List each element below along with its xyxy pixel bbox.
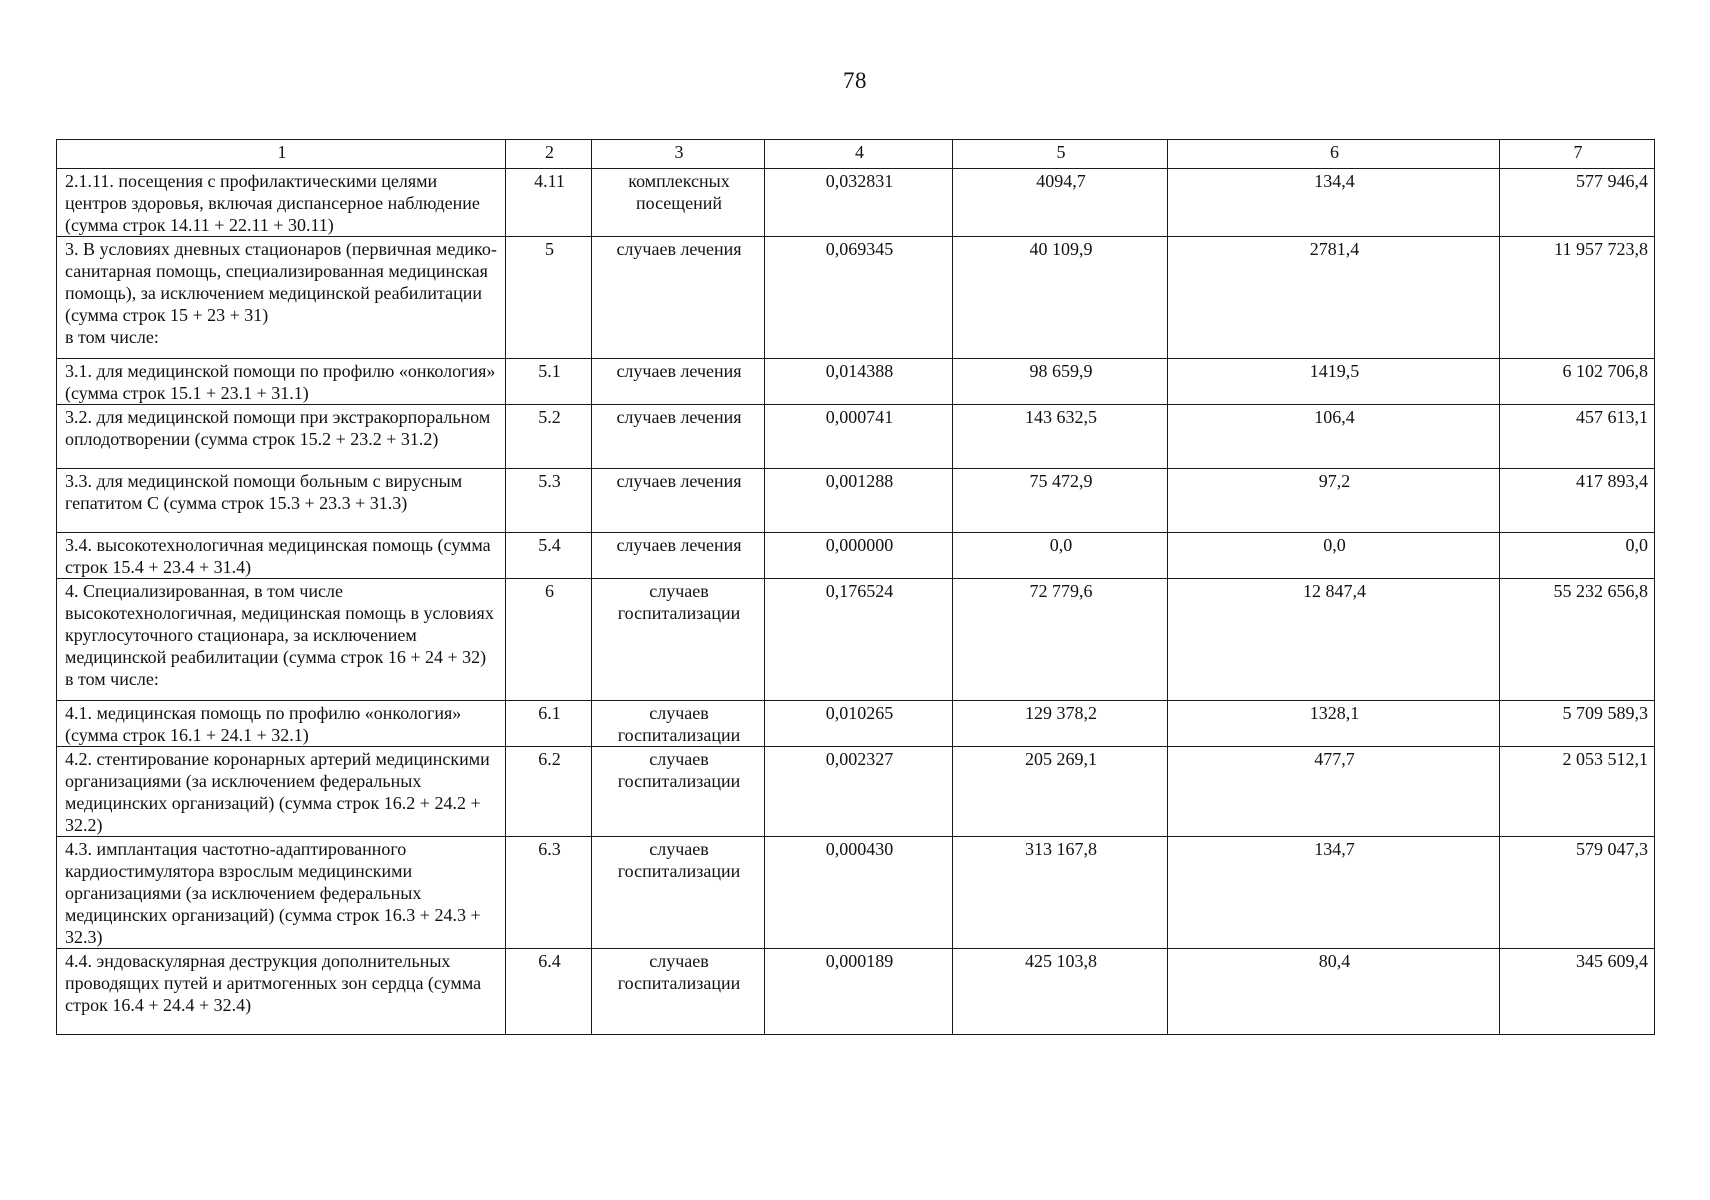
row-name-cell: 4.3. имплантация частотно-адаптированного кардиостимулятора взрослым медицинскими организациями (за исключением федеральных медицинских организаций) (сумма строк 16.3 + 24.3 + 32.3) bbox=[57, 837, 506, 949]
row-code-cell: 6 bbox=[506, 579, 592, 701]
row-unit-cell: случаев лечения bbox=[592, 405, 765, 469]
row-value-col4: 0,000189 bbox=[765, 949, 953, 1035]
table-row bbox=[57, 701, 1655, 747]
table-row bbox=[57, 469, 1655, 533]
row-value-col5: 4094,7 bbox=[953, 169, 1168, 237]
row-value-col7: 577 946,4 bbox=[1500, 169, 1655, 237]
row-value-col6: 1328,1 bbox=[1168, 701, 1500, 747]
column-header-4: 4 bbox=[765, 140, 953, 169]
row-code-cell: 6.2 bbox=[506, 747, 592, 837]
row-code-cell: 6.4 bbox=[506, 949, 592, 1035]
table-row bbox=[57, 533, 1655, 579]
row-value-col6: 97,2 bbox=[1168, 469, 1500, 533]
row-value-col5: 75 472,9 bbox=[953, 469, 1168, 533]
row-value-col7: 345 609,4 bbox=[1500, 949, 1655, 1035]
table-row bbox=[57, 359, 1655, 405]
column-header-6: 6 bbox=[1168, 140, 1500, 169]
table-body bbox=[57, 169, 1655, 1035]
row-value-col7: 457 613,1 bbox=[1500, 405, 1655, 469]
table-row bbox=[57, 747, 1655, 837]
row-unit-cell: случаев госпитализации bbox=[592, 837, 765, 949]
row-value-col4: 0,069345 bbox=[765, 237, 953, 359]
row-value-col5: 205 269,1 bbox=[953, 747, 1168, 837]
row-code-cell: 5.4 bbox=[506, 533, 592, 579]
row-code-cell: 4.11 bbox=[506, 169, 592, 237]
row-code-cell: 5.2 bbox=[506, 405, 592, 469]
header-row bbox=[57, 140, 1655, 169]
row-value-col6: 134,7 bbox=[1168, 837, 1500, 949]
table-row bbox=[57, 169, 1655, 237]
column-header-7: 7 bbox=[1500, 140, 1655, 169]
row-name-cell: 4.1. медицинская помощь по профилю «онкология» (сумма строк 16.1 + 24.1 + 32.1) bbox=[57, 701, 506, 747]
row-value-col6: 106,4 bbox=[1168, 405, 1500, 469]
row-value-col6: 12 847,4 bbox=[1168, 579, 1500, 701]
row-value-col4: 0,176524 bbox=[765, 579, 953, 701]
row-value-col7: 0,0 bbox=[1500, 533, 1655, 579]
row-name-cell: 4. Специализированная, в том числе высокотехнологичная, медицинская помощь в условиях круглосуточного стационара, за исключением медицинской реабилитации (сумма строк 16 + 24 + 32) в том числе: bbox=[57, 579, 506, 701]
row-value-col4: 0,002327 bbox=[765, 747, 953, 837]
row-value-col5: 313 167,8 bbox=[953, 837, 1168, 949]
row-value-col6: 0,0 bbox=[1168, 533, 1500, 579]
row-unit-cell: случаев госпитализации bbox=[592, 701, 765, 747]
row-value-col7: 2 053 512,1 bbox=[1500, 747, 1655, 837]
row-value-col5: 0,0 bbox=[953, 533, 1168, 579]
row-value-col5: 425 103,8 bbox=[953, 949, 1168, 1035]
row-value-col6: 2781,4 bbox=[1168, 237, 1500, 359]
row-value-col7: 11 957 723,8 bbox=[1500, 237, 1655, 359]
row-value-col4: 0,000430 bbox=[765, 837, 953, 949]
row-value-col6: 134,4 bbox=[1168, 169, 1500, 237]
row-name-cell: 3. В условиях дневных стационаров (первичная медико-санитарная помощь, специализированная медицинская помощь), за исключением медицинской реабилитации (сумма строк 15 + 23 + 31) в том числе: bbox=[57, 237, 506, 359]
row-code-cell: 5.3 bbox=[506, 469, 592, 533]
row-value-col4: 0,000000 bbox=[765, 533, 953, 579]
row-value-col4: 0,014388 bbox=[765, 359, 953, 405]
row-unit-cell: случаев лечения bbox=[592, 469, 765, 533]
column-header-2: 2 bbox=[506, 140, 592, 169]
column-header-5: 5 bbox=[953, 140, 1168, 169]
row-value-col5: 72 779,6 bbox=[953, 579, 1168, 701]
row-unit-cell: случаев госпитализации bbox=[592, 949, 765, 1035]
table-row bbox=[57, 579, 1655, 701]
data-table bbox=[56, 139, 1655, 1035]
row-name-cell: 3.2. для медицинской помощи при экстракорпоральном оплодотворении (сумма строк 15.2 + 23.2 + 31.2) bbox=[57, 405, 506, 469]
row-name-cell: 3.4. высокотехнологичная медицинская помощь (сумма строк 15.4 + 23.4 + 31.4) bbox=[57, 533, 506, 579]
row-value-col5: 98 659,9 bbox=[953, 359, 1168, 405]
table-row bbox=[57, 837, 1655, 949]
row-value-col7: 417 893,4 bbox=[1500, 469, 1655, 533]
column-header-1: 1 bbox=[57, 140, 506, 169]
row-unit-cell: случаев лечения bbox=[592, 533, 765, 579]
row-value-col6: 477,7 bbox=[1168, 747, 1500, 837]
row-value-col7: 6 102 706,8 bbox=[1500, 359, 1655, 405]
row-unit-cell: комплексных посещений bbox=[592, 169, 765, 237]
row-code-cell: 5 bbox=[506, 237, 592, 359]
row-unit-cell: случаев госпитализации bbox=[592, 747, 765, 837]
row-name-cell: 2.1.11. посещения с профилактическими целями центров здоровья, включая диспансерное наблюдение (сумма строк 14.11 + 22.11 + 30.11) bbox=[57, 169, 506, 237]
table-row bbox=[57, 405, 1655, 469]
row-code-cell: 6.3 bbox=[506, 837, 592, 949]
row-name-cell: 3.1. для медицинской помощи по профилю «онкология» (сумма строк 15.1 + 23.1 + 31.1) bbox=[57, 359, 506, 405]
row-value-col7: 55 232 656,8 bbox=[1500, 579, 1655, 701]
column-header-3: 3 bbox=[592, 140, 765, 169]
row-unit-cell: случаев госпитализации bbox=[592, 579, 765, 701]
row-value-col5: 129 378,2 bbox=[953, 701, 1168, 747]
table-row bbox=[57, 949, 1655, 1035]
row-code-cell: 6.1 bbox=[506, 701, 592, 747]
row-value-col6: 80,4 bbox=[1168, 949, 1500, 1035]
row-value-col5: 40 109,9 bbox=[953, 237, 1168, 359]
row-value-col7: 5 709 589,3 bbox=[1500, 701, 1655, 747]
row-unit-cell: случаев лечения bbox=[592, 359, 765, 405]
row-name-cell: 3.3. для медицинской помощи больным с вирусным гепатитом С (сумма строк 15.3 + 23.3 + 31.3) bbox=[57, 469, 506, 533]
row-code-cell: 5.1 bbox=[506, 359, 592, 405]
row-name-cell: 4.2. стентирование коронарных артерий медицинскими организациями (за исключением федеральных медицинских организаций) (сумма строк 16.2 + 24.2 + 32.2) bbox=[57, 747, 506, 837]
row-value-col4: 0,010265 bbox=[765, 701, 953, 747]
row-name-cell: 4.4. эндоваскулярная деструкция дополнительных проводящих путей и аритмогенных зон сердца (сумма строк 16.4 + 24.4 + 32.4) bbox=[57, 949, 506, 1035]
page-number: 78 bbox=[843, 68, 867, 93]
row-value-col7: 579 047,3 bbox=[1500, 837, 1655, 949]
row-value-col4: 0,001288 bbox=[765, 469, 953, 533]
row-unit-cell: случаев лечения bbox=[592, 237, 765, 359]
row-value-col4: 0,000741 bbox=[765, 405, 953, 469]
row-value-col5: 143 632,5 bbox=[953, 405, 1168, 469]
row-value-col4: 0,032831 bbox=[765, 169, 953, 237]
row-value-col6: 1419,5 bbox=[1168, 359, 1500, 405]
table-row bbox=[57, 237, 1655, 359]
